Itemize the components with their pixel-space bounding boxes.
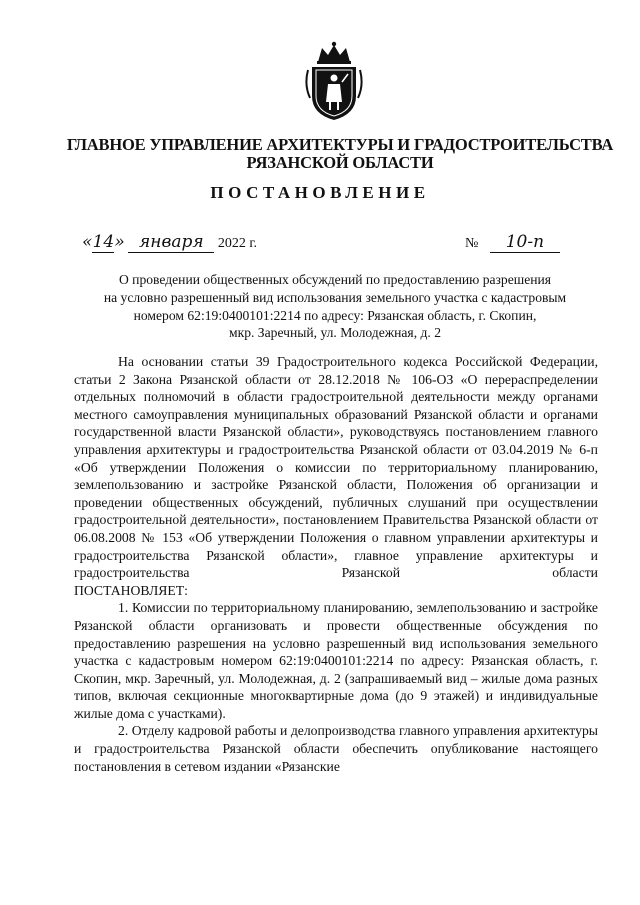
subject-line: мкр. Заречный, ул. Молодежная, д. 2	[229, 325, 441, 341]
date-open-quote: «	[82, 232, 93, 252]
document-subject	[60, 271, 610, 342]
resolves-heading: ПОСТАНОВЛЯЕТ:	[74, 582, 188, 598]
document-body	[74, 353, 598, 775]
item-2-paragraph: 2. Отделу кадровой работы и делопроизводства главного управления архитектуры и градостроительства Рязанской области обеспечить опубликование настоящего постановления в сетевом издании «Рязанские	[74, 723, 598, 774]
date-month: января	[128, 232, 214, 253]
date-day: 14	[92, 232, 115, 252]
number-label: №	[465, 236, 479, 251]
item-1-paragraph: 1. Комиссии по территориальному планированию, землепользованию и застройке Рязанской области организовать и провести общественные обсуждения по предоставлению разрешения на условно разрешенный вид использования земельного участка с кадастровым номером 62:19:0400101:2214 по адресу: Рязанская область, г. Скопин, мкр. Заречный, ул. Молодежная, д. 2 (запрашиваемый вид – жилые дома разных типов, включая секционные многоквартирные дома (до 9 этажей) и индивидуальные жилые дома с участками).	[74, 600, 598, 721]
document-type-title: ПОСТАНОВЛЕНИЕ	[210, 183, 430, 202]
date-close-quote: »	[114, 232, 125, 252]
preamble-paragraph: На основании статьи 39 Градостроительного кодекса Российской Федерации, статьи 2 Закона Рязанской области от 28.12.2018 № 106-ОЗ «О перераспределении отдельных полномочий в области градостроительной деятельности между органами местного самоуправления муниципальных образований Рязанской области и органами государственной власти Рязанской области», руководствуясь постановлением главного управления архитектуры и градостроительства Рязанской области от 03.04.2019 № 6-п «Об утверждении Положения о комиссии по территориальному планированию, землепользованию и застройке Рязанской области, Положения об организации и проведении общественных обсуждений, публичных слушаний при осуществлении градостроительной деятельности», постановлением Правительства Рязанской области от 06.08.2008 № 153 «Об утверждении Положения о главном управлении архитектуры и градостроительства Рязанской области», главное управление архитектуры и градостроительства Рязанской области	[74, 354, 598, 581]
org-name-line1: ГЛАВНОЕ УПРАВЛЕНИЕ АРХИТЕКТУРЫ И ГРАДОСТРОИТЕЛЬСТВА	[66, 135, 614, 154]
subject-line: номером 62:19:0400101:2214 по адресу: Рязанская область, г. Скопин,	[133, 307, 537, 323]
number-value: 10-п	[490, 232, 560, 253]
org-name-line2: РЯЗАНСКОЙ ОБЛАСТИ	[246, 153, 434, 172]
ryazan-coat-of-arms-icon	[304, 40, 364, 122]
subject-line: О проведении общественных обсуждений по предоставлению разрешения	[118, 272, 552, 287]
subject-line: на условно разрешенный вид использования земельного участка с кадастровым	[103, 289, 567, 305]
date-year: 2022 г.	[217, 236, 257, 251]
document-date	[82, 232, 257, 253]
document-number	[465, 232, 560, 253]
